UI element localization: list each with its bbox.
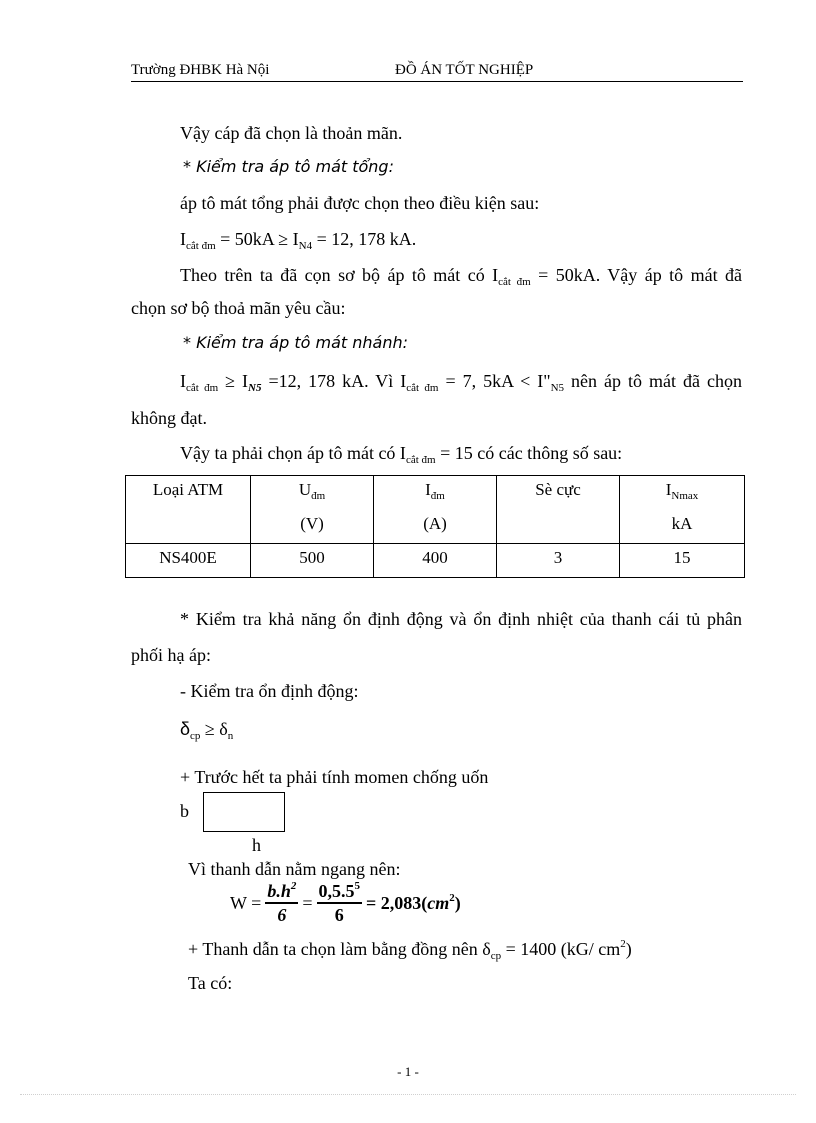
text-line: áp tô mát tổng phải được chọn theo điều kiện sau: [180, 193, 540, 213]
atm-spec-table [125, 475, 745, 578]
text-line: Vậy cáp đã chọn là thoản mãn. [180, 123, 403, 143]
cross-section-rectangle [203, 792, 285, 832]
section-heading: * Kiểm tra áp tô mát tổng: [183, 157, 394, 176]
section-modulus-formula: W = $\frac{b.h^2}{6}$ = $\frac{0,5.5^5}{6}$ = $2,083(cm^2)$ [230, 880, 461, 925]
header-divider [131, 81, 743, 82]
text-line: Vậy ta phải chọn áp tô mát có $I_{cắt đm} = 15$ có các thông số sau: [180, 443, 623, 466]
table-header-cell: $I_{đm}$ (A) [374, 476, 497, 544]
equation-line: $I_{cắt đm} = 50kA \ge I_{N4} = 12$, 178 kA. [180, 229, 417, 252]
table-header-cell: Loại ATM [126, 476, 251, 544]
text-line: Theo trên ta đã cọn sơ bộ áp tô mát có $I_{cắt đm} = 50kA$. Vậy áp tô mát đã [180, 265, 742, 288]
text-line: Vì thanh dẫn nằm ngang nên: [188, 859, 401, 879]
table-cell: 3 [497, 544, 620, 578]
text-line: + Trước hết ta phải tính momen chống uốn [180, 767, 489, 787]
header-school: Trường ĐHBK Hà Nội [131, 62, 270, 78]
table-cell: 500 [251, 544, 374, 578]
table-cell: 400 [374, 544, 497, 578]
label-b: b [180, 801, 189, 821]
fraction: $\frac{b.h^2}{6}$ [267, 880, 297, 925]
equation-line: $I_{cắt đm} \ge I_{N5} =12$, 178 kA. Vì $I_{cắt đm} = 7$, $5kA < I"_{N5}$ nên áp tô mát đã chọn [180, 371, 742, 394]
table-header-cell: $I_{Nmax}$ kA [620, 476, 745, 544]
header-title: ĐỒ ÁN TỐT NGHIỆP [395, 62, 534, 78]
footer-divider [20, 1094, 796, 1095]
table-row [126, 544, 745, 578]
page-number: - 1 - [397, 1064, 419, 1079]
text-line: Ta có: [188, 973, 233, 993]
text-line: * Kiểm tra khả năng ổn định động và ổn định nhiệt của thanh cái tủ phân [180, 609, 742, 629]
text-line: + Thanh dẫn ta chọn làm bằng đồng nên $\delta_{cp} = 1400$ (kG/ $cm^2$) [188, 938, 632, 962]
table-cell: NS400E [126, 544, 251, 578]
fraction: $\frac{0,5.5^5}{6}$ [318, 880, 360, 925]
text-line: phối hạ áp: [131, 645, 211, 665]
table-header-cell: $U_{đm}$ (V) [251, 476, 374, 544]
label-h: h [252, 835, 261, 855]
table-header-row [126, 476, 745, 544]
text-line: - Kiểm tra ổn định động: [180, 681, 359, 701]
text-line: chọn sơ bộ thoả mãn yêu cầu: [131, 298, 346, 318]
equation-line: $\delta_{cp} \ge \delta_n$ [180, 719, 234, 742]
section-heading: * Kiểm tra áp tô mát nhánh: [183, 333, 408, 352]
table-cell: 15 [620, 544, 745, 578]
text-line: không đạt. [131, 408, 207, 428]
table-header-cell: Sè cực [497, 476, 620, 544]
